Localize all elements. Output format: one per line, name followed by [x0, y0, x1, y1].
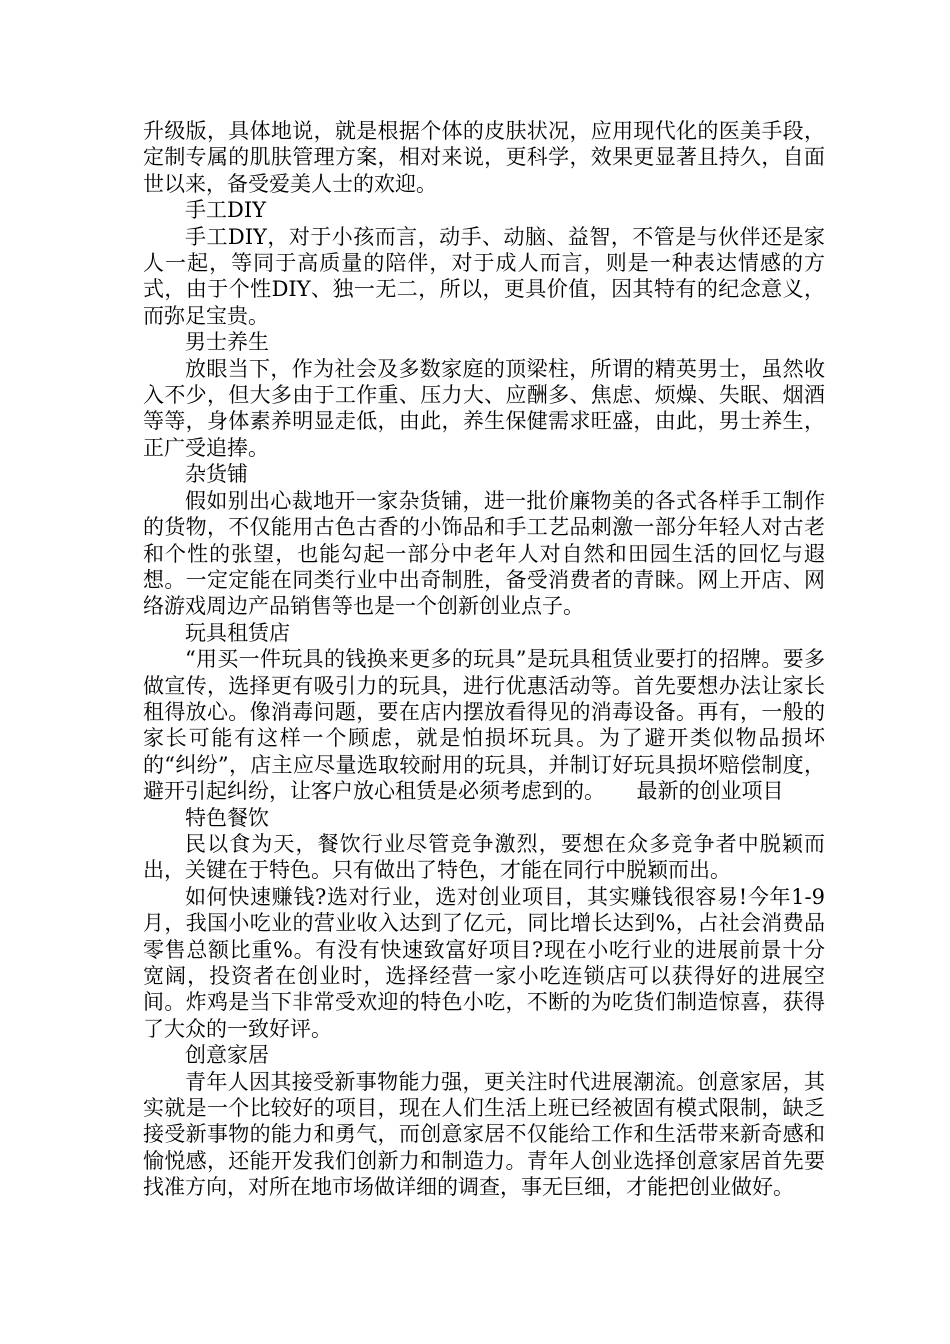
paragraph-continuation: 升级版，具体地说，就是根据个体的皮肤状况，应用现代化的医美手段，定制专属的肌肤管理方案，相对来说，更科学，效果更显著且持久，自面世以来，备受爱美人士的欢迎。	[143, 119, 825, 196]
paragraph-toy-rental: “用买一件玩具的钱换来更多的玩具”是玩具租赁业要打的招牌。要多做宣传，选择更有吸引力的玩具，进行优惠活动等。首先要想办法让家长租得放心。像消毒问题，要在店内摆放看得见的消毒设备。再有，一般的家长可能有这样一个顾虑，就是怕损坏玩具。为了避开类似物品损坏的“纠纷”，店主应尽量选取较耐用的玩具，并制订好玩具损坏赔偿制度，避开引起纠纷，让客户放心租赁是必须考虑到的。 最新的创业项目	[143, 647, 825, 804]
paragraph-creative-home: 青年人因其接受新事物能力强，更关注时代进展潮流。创意家居，其实就是一个比较好的项目，现在人们生活上班已经被固有模式限制，缺乏接受新事物的能力和勇气，而创意家居不仅能给工作和生活带来新奇感和愉悦感，还能开发我们创新力和制造力。青年人创业选择创意家居首先要找准方向，对所在地市场做详细的调查，事无巨细，才能把创业做好。	[143, 1069, 825, 1200]
paragraph-general-store: 假如别出心裁地开一家杂货铺，进一批价廉物美的各式各样手工制作的货物，不仅能用古色古香的小饰品和手工艺品刺激一部分年轻人对古老和个性的张望，也能勾起一部分中老年人对自然和田园生活的回忆与遐想。一定定能在同类行业中出奇制胜，备受消费者的青睐。网上开店、网络游戏周边产品销售等也是一个创新创业点子。	[143, 488, 825, 619]
paragraph-specialty-dining: 民以食为天，餐饮行业尽管竞争激烈，要想在众多竞争者中脱颖而出，关键在于特色。只有做出了特色，才能在同行中脱颖而出。	[143, 831, 825, 883]
document-page	[143, 118, 825, 1201]
section-heading-handmade-diy: 手工DIY	[185, 198, 266, 223]
paragraph-snack-business: 如何快速赚钱?选对行业，选对创业项目，其实赚钱很容易!今年1-9月，我国小吃业的营业收入达到了亿元，同比增长达到%，占社会消费品零售总额比重%。有没有快速致富好项目?现在小吃行业的进展前景十分宽阔，投资者在创业时，选择经营一家小吃连锁店可以获得好的进展空间。炸鸡是当下非常受欢迎的特色小吃，不断的为吃货们制造惊喜，获得了大众的一致好评。	[143, 884, 825, 1041]
section-heading-general-store: 杂货铺	[185, 462, 248, 487]
section-heading-creative-home: 创意家居	[185, 1043, 269, 1068]
paragraph-mens-health: 放眼当下，作为社会及多数家庭的顶梁柱，所谓的精英男士，虽然收入不少，但大多由于工作重、压力大、应酬多、焦虑、烦燥、失眠、烟酒等等，身体素养明显走低，由此，养生保健需求旺盛，由此，男士养生，正广受追捧。	[143, 356, 825, 460]
section-heading-toy-rental: 玩具租赁店	[185, 620, 290, 645]
section-heading-mens-health: 男士养生	[185, 330, 269, 355]
paragraph-handmade-diy: 手工DIY，对于小孩而言，动手、动脑、益智，不管是与伙伴还是家人一起，等同于高质量的陪伴，对于成人而言，则是一种表达情感的方式，由于个性DIY、独一无二，所以，更具价值，因其特有的纪念意义，而弥足宝贵。	[143, 224, 825, 328]
section-heading-specialty-dining: 特色餐饮	[185, 805, 269, 830]
